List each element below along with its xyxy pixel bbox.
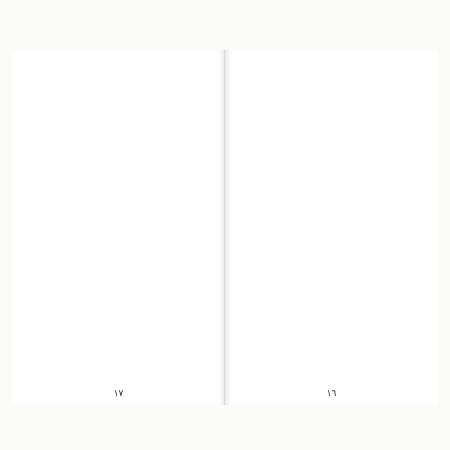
gloss-paragraph: [241, 188, 422, 212]
left-page-body: [28, 68, 209, 236]
gloss-paragraph: [241, 116, 422, 140]
gloss-paragraph: [241, 143, 422, 167]
gloss-paragraph: [241, 215, 422, 239]
left-page-number: ١٧: [113, 389, 124, 399]
verse-heading: [28, 125, 209, 138]
left-page: [12, 50, 225, 405]
gloss-paragraph: [28, 68, 209, 92]
right-page-body: [241, 74, 422, 239]
right-page-number: ١٦: [326, 389, 337, 399]
gloss-paragraph: [28, 167, 209, 191]
gloss-paragraph: [28, 140, 209, 164]
verse-heading: [241, 173, 422, 186]
gloss-paragraph: [28, 95, 209, 119]
verse-heading: [241, 74, 422, 87]
gloss-paragraph: [28, 212, 209, 236]
gloss-paragraph: [241, 89, 422, 113]
right-page: [225, 50, 438, 405]
verse-heading: [28, 197, 209, 210]
